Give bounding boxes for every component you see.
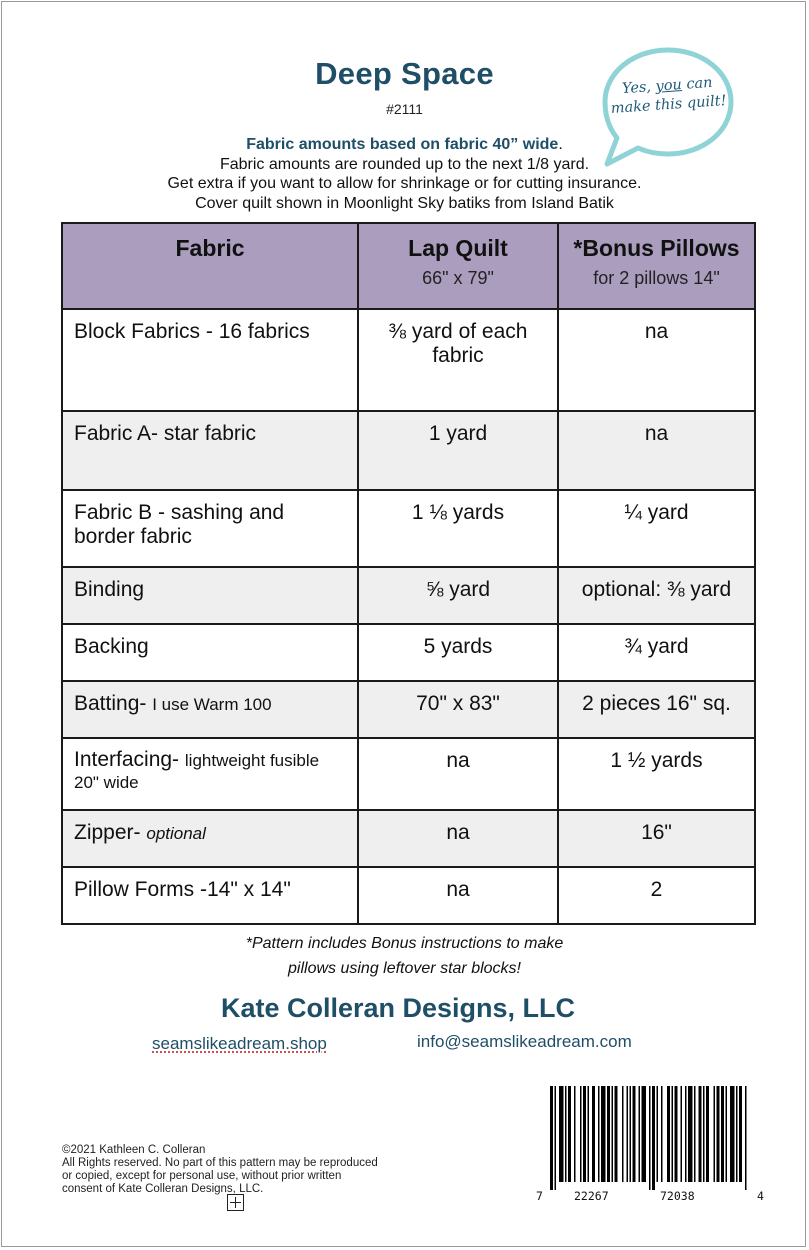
header-bonus-size: for 2 pillows 14" — [593, 268, 720, 288]
header-fabric — [62, 223, 358, 309]
barcode-bar — [612, 1086, 614, 1182]
cell-bonus — [558, 411, 755, 490]
header-fabric-label: Fabric — [175, 235, 245, 261]
lap-amount: 1 ⅛ yards — [411, 501, 505, 524]
fabric-name: Interfacing- — [74, 748, 185, 771]
bonus-amount: 1 ½ yards — [610, 749, 703, 772]
barcode-bar — [661, 1086, 663, 1182]
cell-fabric — [62, 411, 358, 490]
barcode-bar — [592, 1086, 595, 1182]
barcode-group1: 22267 — [574, 1189, 609, 1203]
cell-bonus — [558, 810, 755, 867]
table-row — [62, 567, 755, 624]
cell-bonus — [558, 738, 755, 810]
barcode-group2: 72038 — [660, 1189, 695, 1203]
header-lap-size: 66" x 79" — [422, 268, 494, 288]
bubble-line2: make this quilt! — [610, 92, 727, 117]
barcode-digit-last: 4 — [757, 1189, 764, 1203]
cell-lap — [358, 411, 558, 490]
barcode-bar — [703, 1086, 705, 1182]
company-name: Kate Colleran Designs, LLC — [220, 993, 576, 1023]
shop-link[interactable]: seamslikeadream.shop — [152, 1034, 327, 1053]
cell-lap — [358, 810, 558, 867]
barcode-bar — [699, 1086, 702, 1182]
bubble-line1-a: Yes, — [621, 78, 657, 98]
cell-bonus — [558, 867, 755, 924]
fabric-name: Backing — [74, 635, 149, 658]
table-row — [62, 810, 755, 867]
barcode-bar — [627, 1086, 629, 1182]
barcode-bar — [607, 1086, 610, 1182]
bonus-amount: ¼ yard — [624, 501, 689, 524]
cell-lap — [358, 490, 558, 567]
barcode-bar — [681, 1086, 683, 1182]
barcode-bar — [630, 1086, 632, 1182]
barcode-bar — [574, 1086, 576, 1182]
barcode-bar — [667, 1086, 670, 1182]
barcode-bar — [736, 1086, 738, 1182]
email-link[interactable]: info@seamslikeadream.com — [417, 1032, 632, 1051]
page-title: Deep Space — [315, 56, 494, 91]
lap-amount: na — [446, 749, 470, 772]
barcode-bar — [559, 1086, 564, 1182]
cell-lap — [358, 309, 558, 411]
barcode-bar — [688, 1086, 693, 1182]
cell-lap — [358, 867, 558, 924]
copyright-notice — [62, 1144, 422, 1196]
barcode-bar — [642, 1086, 647, 1182]
table-row — [62, 624, 755, 681]
table-row — [62, 738, 755, 810]
barcode-bar — [583, 1086, 586, 1182]
cell-fabric — [62, 681, 358, 738]
notes-bold-period: . — [558, 136, 563, 153]
bonus-amount: na — [644, 320, 669, 343]
header-lap-quilt — [358, 223, 558, 309]
barcode-bar — [615, 1086, 618, 1182]
fabric-note: optional — [146, 824, 206, 843]
cell-bonus — [558, 567, 755, 624]
bonus-amount: 2 pieces 16" sq. — [582, 692, 731, 715]
cell-bonus — [558, 490, 755, 567]
barcode-bar — [598, 1086, 600, 1182]
barcode-bar — [633, 1086, 636, 1182]
notes-bold-line: Fabric amounts based on fabric 40” wide — [246, 136, 559, 153]
bonus-footnote — [0, 931, 809, 981]
cell-fabric — [62, 490, 358, 567]
barcode-bar — [649, 1086, 651, 1190]
lap-amount: 70" x 83" — [416, 692, 500, 715]
fabric-notes — [0, 135, 809, 213]
bonus-amount: optional: ⅜ yard — [581, 578, 732, 601]
barcode-bar — [622, 1086, 624, 1182]
cell-fabric — [62, 810, 358, 867]
notes-line2: Fabric amounts are rounded up to the next 1/8 yard. — [219, 155, 590, 173]
lap-amount: na — [446, 878, 470, 901]
table-row — [62, 490, 755, 567]
cell-lap — [358, 681, 558, 738]
barcode-bar — [555, 1086, 557, 1190]
cell-bonus — [558, 309, 755, 411]
barcode-bar — [717, 1086, 720, 1182]
copyright-line1: ©2021 Kathleen C. Colleran — [62, 1144, 206, 1156]
fabric-name: Binding — [74, 578, 145, 601]
cell-lap — [358, 567, 558, 624]
fabric-note: I use Warm 100 — [152, 695, 272, 714]
lap-amount: 5 yards — [423, 635, 493, 658]
bubble-line1-b: you — [655, 77, 683, 95]
table-header-row — [62, 223, 755, 309]
barcode-bar — [726, 1086, 728, 1182]
cell-bonus — [558, 681, 755, 738]
table-row — [62, 309, 755, 411]
barcode — [536, 1082, 766, 1208]
copyright-line4: consent of Kate Colleran Designs, LLC. — [62, 1183, 264, 1195]
cell-fabric — [62, 309, 358, 411]
table-row — [62, 411, 755, 490]
bonus-amount: 2 — [650, 878, 663, 901]
barcode-bar — [714, 1086, 716, 1182]
fabric-requirements-table — [61, 222, 756, 925]
barcode-bar — [568, 1086, 571, 1182]
barcode-bar — [745, 1086, 747, 1190]
header-bonus-label: *Bonus Pillows — [573, 235, 740, 261]
barcode-bar — [580, 1086, 582, 1182]
fabric-name: Fabric A- star fabric — [74, 422, 257, 445]
fabric-note: lightweight fusible 20" wide — [74, 751, 320, 792]
cell-bonus — [558, 624, 755, 681]
barcode-bar — [739, 1086, 742, 1182]
barcode-bar — [685, 1086, 687, 1182]
barcode-bar — [657, 1086, 659, 1182]
barcode-bar — [588, 1086, 590, 1182]
fabric-name: Fabric B - sashing and border fabric — [74, 501, 285, 548]
cell-lap — [358, 738, 558, 810]
copyright-line3: or copied, except for personal use, without prior written — [62, 1170, 342, 1182]
barcode-bar — [652, 1086, 655, 1190]
bonus-amount: ¾ yard — [624, 635, 689, 658]
fabric-name: Zipper- — [74, 821, 147, 844]
table-row — [62, 867, 755, 924]
bonus-amount: 16" — [641, 821, 672, 844]
fabric-name: Block Fabrics - 16 fabrics — [74, 320, 310, 343]
barcode-bar — [730, 1086, 735, 1182]
barcode-bar — [601, 1086, 606, 1182]
barcode-bar — [550, 1086, 553, 1190]
footnote-line2: pillows using leftover star blocks! — [288, 960, 521, 977]
copyright-line2: All Rights reserved. No part of this pattern may be reproduced — [62, 1157, 378, 1169]
lap-amount: ⅜ yard of each fabric — [388, 320, 528, 367]
cell-fabric — [62, 738, 358, 810]
bubble-line1-c: can — [681, 74, 714, 93]
lap-amount: 1 yard — [428, 422, 488, 445]
cell-lap — [358, 624, 558, 681]
barcode-bar — [721, 1086, 724, 1182]
barcode-bar — [672, 1086, 674, 1182]
cell-fabric — [62, 867, 358, 924]
barcode-bar — [675, 1086, 678, 1182]
barcode-bar — [706, 1086, 709, 1182]
header-bonus-pillows — [558, 223, 755, 309]
table-row — [62, 681, 755, 738]
footnote-line1: *Pattern includes Bonus instructions to make — [245, 935, 564, 952]
cell-fabric — [62, 624, 358, 681]
barcode-digit-first: 7 — [536, 1189, 543, 1203]
barcode-bar — [565, 1086, 567, 1182]
bonus-amount: na — [644, 422, 669, 445]
notes-line4: Cover quilt shown in Moonlight Sky batiks from Island Batik — [195, 194, 614, 212]
registration-mark-icon — [227, 1194, 244, 1211]
fabric-name: Pillow Forms -14" x 14" — [74, 878, 291, 901]
pattern-number: #2111 — [386, 101, 423, 117]
lap-amount: na — [446, 821, 470, 844]
cell-fabric — [62, 567, 358, 624]
barcode-bar — [694, 1086, 696, 1182]
notes-line3: Get extra if you want to allow for shrinkage or for cutting insurance. — [167, 175, 642, 192]
barcode-bar — [639, 1086, 641, 1182]
header-lap-label: Lap Quilt — [408, 235, 508, 261]
lap-amount: ⅝ yard — [425, 578, 491, 601]
barcode-bars-icon — [536, 1082, 766, 1190]
fabric-name: Batting- — [74, 692, 153, 715]
